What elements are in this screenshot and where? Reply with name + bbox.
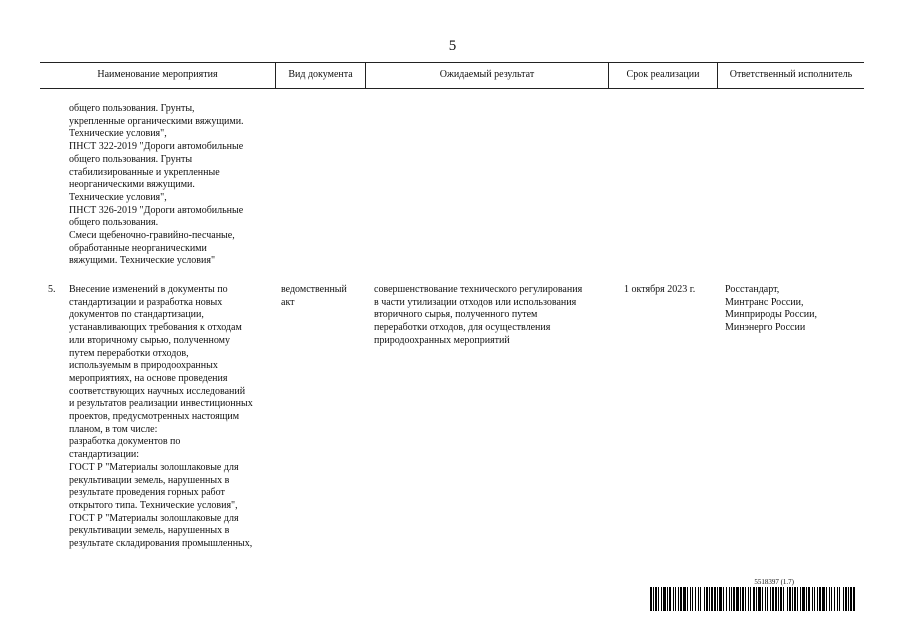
barcode-bar [770, 587, 771, 611]
barcode-bar [806, 587, 807, 611]
barcode-bar [808, 587, 810, 611]
row-number: 5. [48, 284, 56, 295]
column-header-result: Ожидаемый результат [439, 69, 535, 80]
barcode-bar [783, 587, 784, 611]
barcode-bar [829, 587, 830, 611]
barcode-bar [714, 587, 716, 611]
barcode-bar [736, 587, 739, 611]
barcode-bar [756, 587, 757, 611]
barcode-bar [729, 587, 730, 611]
barcode-bar [789, 587, 791, 611]
barcode-id: 5518397 (1.7) [754, 578, 794, 586]
barcode-bar [704, 587, 705, 611]
barcode-bar [848, 587, 849, 611]
barcode-bar [845, 587, 847, 611]
column-header-deadline: Срок реализации [626, 69, 700, 80]
column-header-name: Наименование мероприятия [97, 69, 218, 80]
barcode-bar [723, 587, 724, 611]
barcode-bar [850, 587, 852, 611]
barcode-bar [765, 587, 766, 611]
barcode-block [650, 578, 856, 611]
barcode-bar [797, 587, 798, 611]
barcode-bar [772, 587, 774, 611]
barcode-bar [692, 587, 693, 611]
column-header-responsible: Ответственный исполнитель [729, 69, 853, 80]
barcode-bar [695, 587, 696, 611]
barcode-bar [687, 587, 688, 611]
barcode-bar [731, 587, 732, 611]
barcode-bar [853, 587, 855, 611]
barcode-bar [748, 587, 749, 611]
row-deadline: 1 октября 2023 г. [624, 284, 696, 295]
barcode-bar [709, 587, 710, 611]
barcode-bar [826, 587, 827, 611]
barcode-bar [775, 587, 777, 611]
barcode-bar [762, 587, 763, 611]
row-doc-type: ведомственный акт [281, 284, 347, 308]
barcode-bar [733, 587, 735, 611]
barcode-bar [814, 587, 815, 611]
barcode-bar [831, 587, 832, 611]
barcode-bar [794, 587, 796, 611]
barcode-bar [787, 587, 788, 611]
barcode-bar [706, 587, 708, 611]
barcode-bar [690, 587, 691, 611]
row-result: совершенствование технического регулирования в части утилизации отходов или использования вторичного сырья, полученного путем переработки отходов, для осуществления природоохранных мероприятий [374, 284, 583, 346]
row-name: Внесение изменений в документы по стандартизации и разработка новых документов по стандартизации, устанавливающих требования к отходам или вторичному сырью, полученному путем переработки отходов, используемым в природоохранных мероприятиях, на основе проведения соответствующих научных исследований и результатов реализации инвестиционных проектов, предусмотренных настоящим планом, в том числе: разработка документов по стандартизации: ГОСТ Р "Материалы золошлаковые для рекультивации земель, нарушенных в результате проведения горных работ открытого типа. Технические условия", ГОСТ Р "Материалы золошлаковые для рекультивации земель, нарушенных в результате складирования промышленных, [69, 284, 253, 550]
barcode-bar [843, 587, 844, 611]
barcode-bar [678, 587, 679, 611]
barcode-bar [650, 587, 652, 611]
row-responsible: Росстандарт, Минтранс России, Минприроды России, Минэнерго России [725, 284, 817, 334]
barcode-bar [711, 587, 713, 611]
barcode-bar [767, 587, 768, 611]
barcode-bar [653, 587, 654, 611]
barcode-bar [750, 587, 751, 611]
barcode-bar [822, 587, 825, 611]
barcode-bar [669, 587, 671, 611]
barcode-bar [742, 587, 744, 611]
barcode-bar [726, 587, 727, 611]
barcode-bar [839, 587, 840, 611]
barcode-bar [658, 587, 659, 611]
barcode-bar [661, 587, 662, 611]
barcode-bar [753, 587, 755, 611]
barcode-bar [675, 587, 676, 611]
barcode-bar [719, 587, 722, 611]
barcode-bar [800, 587, 801, 611]
barcode-bar [673, 587, 674, 611]
barcode-bar [680, 587, 682, 611]
barcode-bar [717, 587, 718, 611]
barcode-bar [667, 587, 668, 611]
barcode-bar [812, 587, 813, 611]
page-number: 5 [448, 38, 457, 54]
barcode-bar [817, 587, 818, 611]
barcode-bar [740, 587, 741, 611]
barcode-bar [819, 587, 821, 611]
barcode-bar [778, 587, 779, 611]
barcode-bar [837, 587, 838, 611]
barcode-bar [758, 587, 761, 611]
column-header-doc-type: Вид документа [288, 69, 353, 80]
barcode [650, 587, 856, 611]
barcode-bar [655, 587, 657, 611]
barcode-bar [802, 587, 805, 611]
barcode-bar [834, 587, 835, 611]
barcode-bar [780, 587, 782, 611]
barcode-bar [698, 587, 699, 611]
continued-row-name: общего пользования. Грунты, укрепленные органическими вяжущими. Технические условия", ПНСТ 322-2019 "Дороги автомобильные общего пользования. Грунты стабилизированные и укрепленные неорганическими вяжущими. Технические условия", ПНСТ 326-2019 "Дороги автомобильные общего пользования. Смеси щебеночно-гравийно-песчаные, обработанные неорганическими вяжущими. Технические условия" [69, 103, 244, 267]
barcode-bar [745, 587, 746, 611]
barcode-bar [683, 587, 686, 611]
header-bottom-rule [40, 88, 864, 89]
barcode-bar [792, 587, 793, 611]
barcode-bar [663, 587, 666, 611]
barcode-bar [700, 587, 701, 611]
